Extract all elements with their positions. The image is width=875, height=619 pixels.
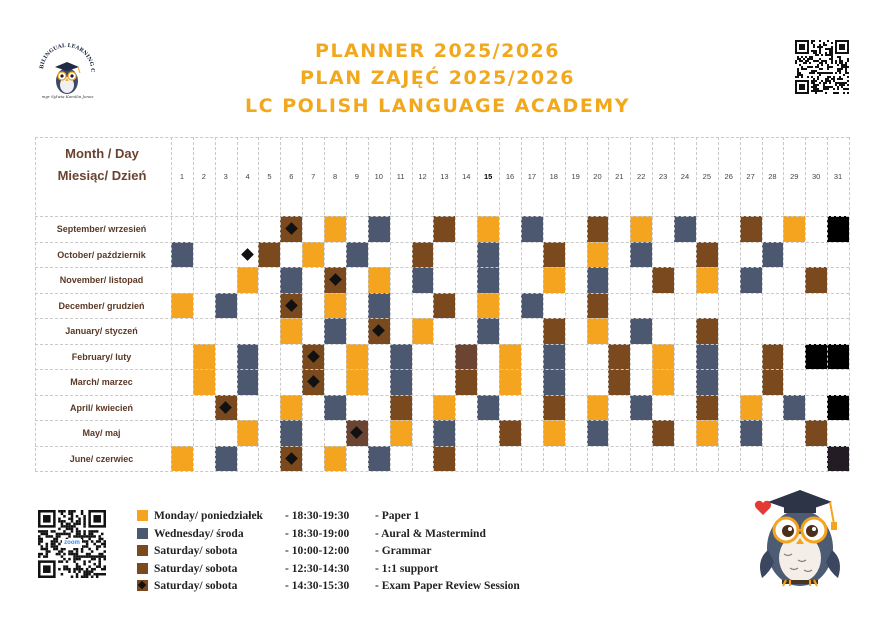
session-cell bbox=[433, 420, 455, 446]
session-cell bbox=[412, 242, 434, 268]
legend-session: - 1:1 support bbox=[375, 562, 439, 575]
day-number: 30 bbox=[812, 172, 821, 181]
session-cell bbox=[412, 318, 434, 344]
title-plan-zajec: PLAN ZAJĘĆ 2025/2026 bbox=[299, 67, 576, 89]
grid-line bbox=[35, 137, 849, 138]
session-cell bbox=[368, 293, 390, 319]
grid-line bbox=[35, 420, 849, 421]
session-cell bbox=[346, 344, 368, 370]
day-number: 16 bbox=[505, 172, 515, 181]
session-cell bbox=[805, 420, 827, 446]
session-cell bbox=[477, 242, 499, 268]
session-cell bbox=[630, 395, 652, 421]
session-cell bbox=[346, 242, 368, 268]
session-cell bbox=[368, 216, 390, 242]
day-number: 26 bbox=[724, 172, 733, 181]
day-number: 31 bbox=[833, 172, 843, 181]
session-cell bbox=[740, 267, 762, 293]
session-cell bbox=[171, 293, 193, 319]
session-cell bbox=[608, 369, 630, 395]
grid-line bbox=[35, 446, 849, 447]
session-cell bbox=[696, 242, 718, 268]
month-label: February/ luty bbox=[71, 351, 132, 362]
session-cell bbox=[587, 242, 609, 268]
title-academy: LC POLISH LANGUAGE ACADEMY bbox=[245, 95, 630, 117]
session-cell bbox=[433, 446, 455, 472]
session-cell bbox=[696, 369, 718, 395]
session-cell bbox=[324, 318, 346, 344]
day-number: 25 bbox=[702, 172, 711, 181]
logo-tagline: mgr Sylwia Kamilia Jones bbox=[41, 94, 94, 99]
session-cell bbox=[280, 395, 302, 421]
session-cell bbox=[477, 293, 499, 319]
day-number: 5 bbox=[267, 172, 272, 181]
session-cell bbox=[543, 369, 565, 395]
session-cell bbox=[696, 395, 718, 421]
session-cell bbox=[455, 369, 477, 395]
day-number: 21 bbox=[615, 172, 624, 181]
session-cell bbox=[237, 420, 259, 446]
session-cell bbox=[827, 344, 849, 370]
logo-name: BILINGUAL LEARNING C bbox=[39, 42, 96, 73]
session-cell bbox=[302, 242, 324, 268]
session-cell bbox=[827, 216, 849, 242]
header-miesiac-dzien: Miesiąc/ Dzień bbox=[57, 168, 147, 183]
session-cell bbox=[587, 293, 609, 319]
session-cell bbox=[543, 242, 565, 268]
legend-day: Monday/ poniedziałek bbox=[154, 510, 263, 522]
legend-time: - 18:30-19:30 bbox=[285, 510, 350, 522]
day-number: 14 bbox=[462, 172, 471, 181]
legend-day: Saturday/ sobota bbox=[154, 580, 238, 592]
legend-swatch bbox=[137, 580, 148, 591]
day-number: 8 bbox=[332, 172, 338, 181]
day-number: 19 bbox=[571, 172, 580, 181]
month-label: December/ grudzień bbox=[58, 300, 145, 311]
session-cell bbox=[674, 216, 696, 242]
day-number: 24 bbox=[680, 172, 690, 181]
month-label: January/ styczeń bbox=[65, 326, 138, 336]
day-number: 4 bbox=[245, 172, 250, 181]
session-cell bbox=[477, 395, 499, 421]
session-cell bbox=[433, 216, 455, 242]
session-cell bbox=[587, 420, 609, 446]
legend-swatch bbox=[137, 510, 148, 521]
legend-time: - 12:30-14:30 bbox=[285, 562, 350, 575]
session-cell bbox=[499, 344, 521, 370]
session-cell bbox=[827, 446, 849, 472]
legend-session: - Paper 1 bbox=[375, 510, 420, 522]
session-cell bbox=[324, 216, 346, 242]
day-number: 9 bbox=[354, 172, 359, 181]
session-cell bbox=[805, 344, 827, 370]
session-cell bbox=[193, 369, 215, 395]
session-cell bbox=[630, 242, 652, 268]
session-cell bbox=[762, 369, 784, 395]
qr-code-top-icon bbox=[795, 40, 849, 94]
session-cell bbox=[433, 293, 455, 319]
session-cell bbox=[258, 242, 280, 268]
grid-line bbox=[35, 293, 849, 294]
session-cell bbox=[237, 344, 259, 370]
session-cell bbox=[280, 267, 302, 293]
day-number: 2 bbox=[201, 172, 206, 181]
session-cell bbox=[390, 395, 412, 421]
legend-swatch bbox=[137, 563, 148, 574]
session-cell bbox=[521, 293, 543, 319]
zoom-badge: zoom bbox=[62, 539, 82, 548]
legend-day: Wednesday/ środa bbox=[154, 527, 244, 540]
session-cell bbox=[324, 446, 346, 472]
day-number: 3 bbox=[223, 172, 228, 181]
exam-review-diamond-icon bbox=[138, 581, 146, 589]
legend-session: - Grammar bbox=[375, 545, 432, 557]
session-cell bbox=[193, 344, 215, 370]
session-cell bbox=[696, 267, 718, 293]
day-number: 23 bbox=[658, 172, 668, 181]
session-cell bbox=[215, 293, 237, 319]
session-cell bbox=[237, 267, 259, 293]
session-cell bbox=[390, 420, 412, 446]
session-cell bbox=[630, 216, 652, 242]
month-label: May/ maj bbox=[82, 428, 121, 438]
session-cell bbox=[368, 446, 390, 472]
session-cell bbox=[543, 344, 565, 370]
legend-session: - Aural & Mastermind bbox=[375, 527, 486, 540]
session-cell bbox=[477, 216, 499, 242]
session-cell bbox=[280, 318, 302, 344]
title-planner: PLANNER 2025/2026 bbox=[315, 40, 560, 62]
session-cell bbox=[543, 395, 565, 421]
day-number: 6 bbox=[289, 172, 294, 181]
session-cell bbox=[783, 395, 805, 421]
grid-line bbox=[35, 267, 849, 268]
session-cell bbox=[455, 344, 477, 370]
qr-code-bottom-icon bbox=[38, 510, 106, 578]
session-cell bbox=[543, 420, 565, 446]
grid-line bbox=[35, 344, 849, 345]
day-number: 15 bbox=[483, 172, 493, 181]
day-number: 22 bbox=[637, 172, 646, 181]
session-cell bbox=[827, 395, 849, 421]
session-cell bbox=[652, 344, 674, 370]
legend-swatch bbox=[137, 545, 148, 556]
session-cell bbox=[740, 216, 762, 242]
day-number: 13 bbox=[440, 172, 449, 181]
session-cell bbox=[805, 267, 827, 293]
month-label: June/ czerwiec bbox=[69, 453, 134, 464]
day-number: 11 bbox=[396, 172, 405, 181]
day-number: 18 bbox=[549, 172, 558, 181]
grid-line bbox=[35, 242, 849, 243]
session-cell bbox=[696, 420, 718, 446]
grid-line bbox=[35, 471, 849, 472]
session-cell bbox=[477, 318, 499, 344]
month-label: March/ marzec bbox=[70, 377, 133, 387]
month-label: November/ listopad bbox=[59, 275, 144, 285]
session-cell bbox=[740, 395, 762, 421]
session-cell bbox=[390, 369, 412, 395]
session-cell bbox=[652, 369, 674, 395]
day-number: 28 bbox=[768, 172, 777, 181]
grid-line bbox=[35, 216, 849, 217]
month-label: October/ październik bbox=[57, 249, 146, 260]
day-number: 10 bbox=[374, 172, 383, 181]
session-cell bbox=[587, 395, 609, 421]
legend-swatch bbox=[137, 528, 148, 539]
session-cell bbox=[630, 318, 652, 344]
session-cell bbox=[696, 318, 718, 344]
session-cell bbox=[762, 344, 784, 370]
legend-day: Saturday/ sobota bbox=[154, 545, 238, 557]
session-cell bbox=[587, 318, 609, 344]
session-cell bbox=[324, 395, 346, 421]
session-cell bbox=[740, 420, 762, 446]
legend-time: - 14:30-15:30 bbox=[285, 580, 350, 592]
session-cell bbox=[280, 420, 302, 446]
day-number: 7 bbox=[311, 172, 316, 181]
session-cell bbox=[543, 318, 565, 344]
session-cell bbox=[499, 369, 521, 395]
session-cell bbox=[433, 395, 455, 421]
session-cell bbox=[477, 267, 499, 293]
day-number: 27 bbox=[746, 172, 755, 181]
session-cell bbox=[412, 267, 434, 293]
session-cell bbox=[587, 267, 609, 293]
session-cell bbox=[237, 369, 259, 395]
grid-line bbox=[35, 395, 849, 396]
grid-line bbox=[35, 318, 849, 319]
session-cell bbox=[368, 267, 390, 293]
day-number: 1 bbox=[179, 172, 184, 181]
session-cell bbox=[499, 420, 521, 446]
legend-session: - Exam Paper Review Session bbox=[375, 580, 520, 592]
legend-time: - 10:00-12:00 bbox=[285, 545, 350, 557]
legend-time: - 18:30-19:00 bbox=[285, 527, 350, 540]
session-cell bbox=[696, 344, 718, 370]
session-cell bbox=[543, 267, 565, 293]
session-cell bbox=[346, 369, 368, 395]
day-number: 17 bbox=[527, 172, 537, 181]
header-month-day: Month / Day bbox=[65, 146, 139, 161]
session-cell bbox=[171, 446, 193, 472]
grid-line bbox=[35, 369, 849, 370]
month-label: April/ kwiecień bbox=[69, 402, 134, 413]
session-cell bbox=[215, 446, 237, 472]
session-cell bbox=[521, 216, 543, 242]
session-cell bbox=[171, 242, 193, 268]
month-label: September/ wrzesień bbox=[56, 224, 147, 234]
session-cell bbox=[608, 344, 630, 370]
session-cell bbox=[652, 420, 674, 446]
day-number: 20 bbox=[593, 172, 602, 181]
session-cell bbox=[652, 267, 674, 293]
owl-graduate-illustration bbox=[748, 480, 848, 590]
session-cell bbox=[762, 242, 784, 268]
day-number: 12 bbox=[418, 172, 427, 181]
grid-line bbox=[849, 137, 850, 471]
exam-review-diamond-icon bbox=[241, 248, 254, 261]
legend-day: Saturday/ sobota bbox=[154, 562, 238, 575]
session-cell bbox=[587, 216, 609, 242]
day-number: 29 bbox=[790, 172, 799, 181]
session-cell bbox=[390, 344, 412, 370]
session-cell bbox=[324, 293, 346, 319]
session-cell bbox=[783, 216, 805, 242]
